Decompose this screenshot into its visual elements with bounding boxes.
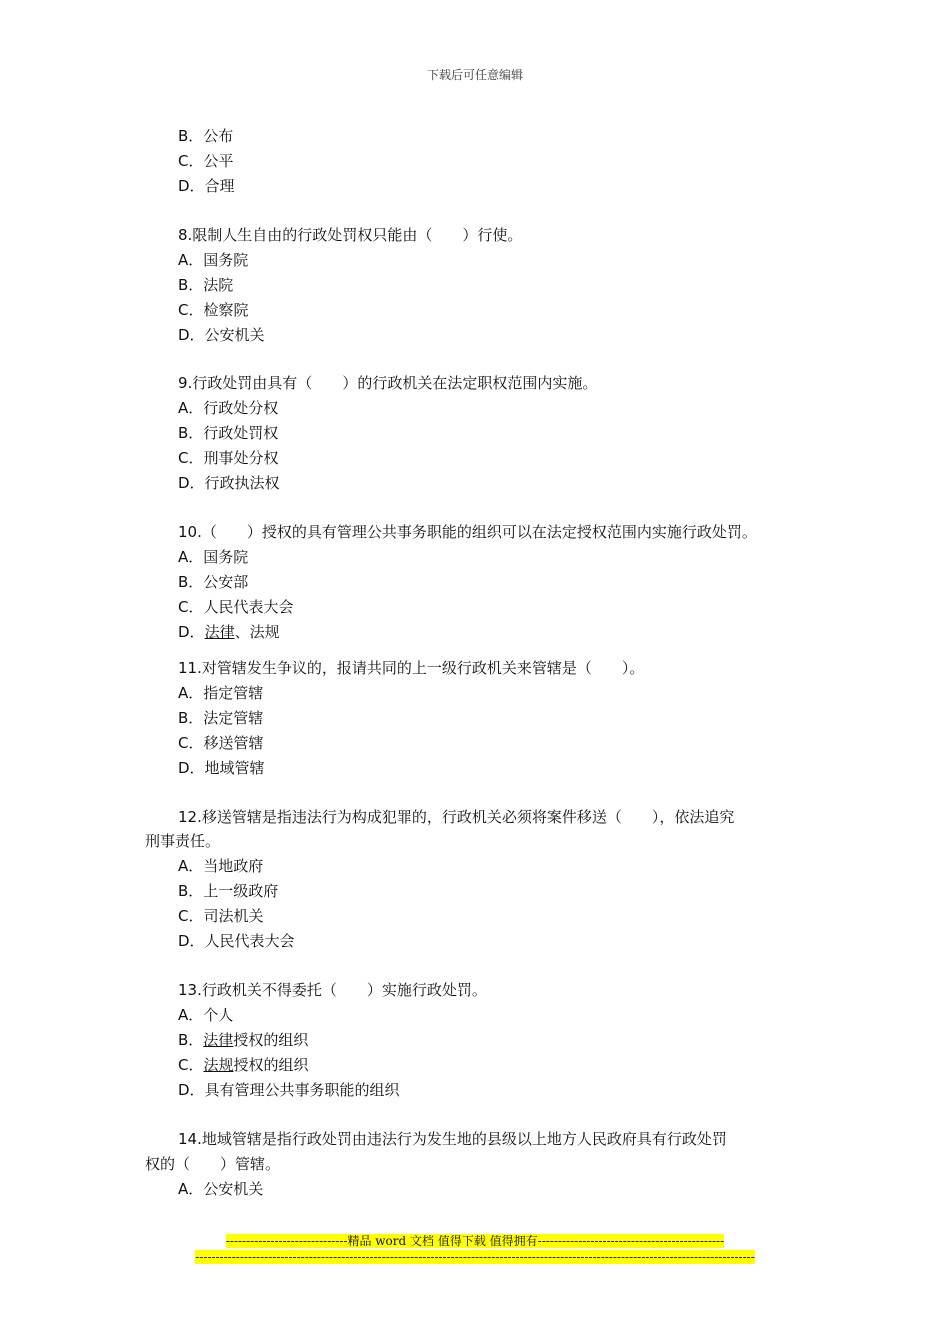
question-13: 13.行政机关不得委托（ ）实施行政处罚。 <box>178 981 487 999</box>
option-b: B．法院 <box>178 276 234 294</box>
footer-dashes: ------------------------------------------------------------------------------------------------------------------------------------------ <box>195 1250 755 1264</box>
option-text: 、法规 <box>234 623 280 641</box>
option-b: B．公安部 <box>178 573 249 591</box>
underlined-term: 法律 <box>204 623 235 641</box>
option-a: A．国务院 <box>178 251 249 269</box>
option-c: C．公平 <box>178 152 234 170</box>
page-header: 下载后可任意编辑 <box>426 68 523 82</box>
footer-text: ------------------------------精品 word 文档 值得下载 值得拥有---------------------------------------------- <box>225 1234 725 1248</box>
question-14-continued: 权的（ ）管辖。 <box>145 1155 281 1173</box>
option-c <box>178 1055 309 1075</box>
underlined-term: 法律 <box>203 1031 234 1049</box>
option-b: B．行政处罚权 <box>178 424 279 442</box>
option-d: D．人民代表大会 <box>178 932 295 950</box>
option-b: B．法定管辖 <box>178 709 264 727</box>
option-a: A．公安机关 <box>178 1180 264 1198</box>
option-b: B．上一级政府 <box>178 882 279 900</box>
question-12-continued: 刑事责任。 <box>145 832 221 850</box>
option-c: C．司法机关 <box>178 907 264 925</box>
question-14: 14.地域管辖是指行政处罚由违法行为发生地的县级以上地方人民政府具有行政处罚 <box>178 1130 727 1148</box>
question-11: 11.对管辖发生争议的，报请共同的上一级行政机关来管辖是（ ）。 <box>178 659 645 677</box>
option-c: C．移送管辖 <box>178 734 264 752</box>
option-d: D．具有管理公共事务职能的组织 <box>178 1081 400 1099</box>
underlined-term: 法规 <box>203 1056 234 1074</box>
option-prefix: D． <box>178 623 205 641</box>
option-c: C．人民代表大会 <box>178 598 294 616</box>
option-prefix: B． <box>178 1031 204 1049</box>
option-a: A．指定管辖 <box>178 684 264 702</box>
option-d: D．公安机关 <box>178 326 265 344</box>
option-d: D．合理 <box>178 177 235 195</box>
option-c: C．检察院 <box>178 301 249 319</box>
option-a: A．个人 <box>178 1006 234 1024</box>
option-d: D．行政执法权 <box>178 474 280 492</box>
option-b <box>178 1030 308 1050</box>
option-b: B．公布 <box>178 127 234 145</box>
option-a: A．当地政府 <box>178 857 264 875</box>
question-8: 8.限制人生自由的行政处罚权只能由（ ）行使。 <box>178 226 523 244</box>
option-d <box>178 622 280 642</box>
question-10: 10.（ ）授权的具有管理公共事务职能的组织可以在法定授权范围内实施行政处罚。 <box>178 523 757 541</box>
option-d: D．地域管辖 <box>178 759 265 777</box>
question-12: 12.移送管辖是指违法行为构成犯罪的，行政机关必须将案件移送（ ），依法追究 <box>178 808 735 826</box>
option-a: A．国务院 <box>178 548 249 566</box>
footer-banner-line-2 <box>0 1249 950 1265</box>
option-text: 授权的组织 <box>233 1056 309 1074</box>
option-text: 授权的组织 <box>233 1031 309 1049</box>
footer-banner-line-1 <box>0 1233 950 1249</box>
question-9: 9.行政处罚由具有（ ）的行政机关在法定职权范围内实施。 <box>178 374 598 392</box>
option-prefix: C． <box>178 1056 204 1074</box>
option-a: A．行政处分权 <box>178 399 279 417</box>
option-c: C．刑事处分权 <box>178 449 279 467</box>
